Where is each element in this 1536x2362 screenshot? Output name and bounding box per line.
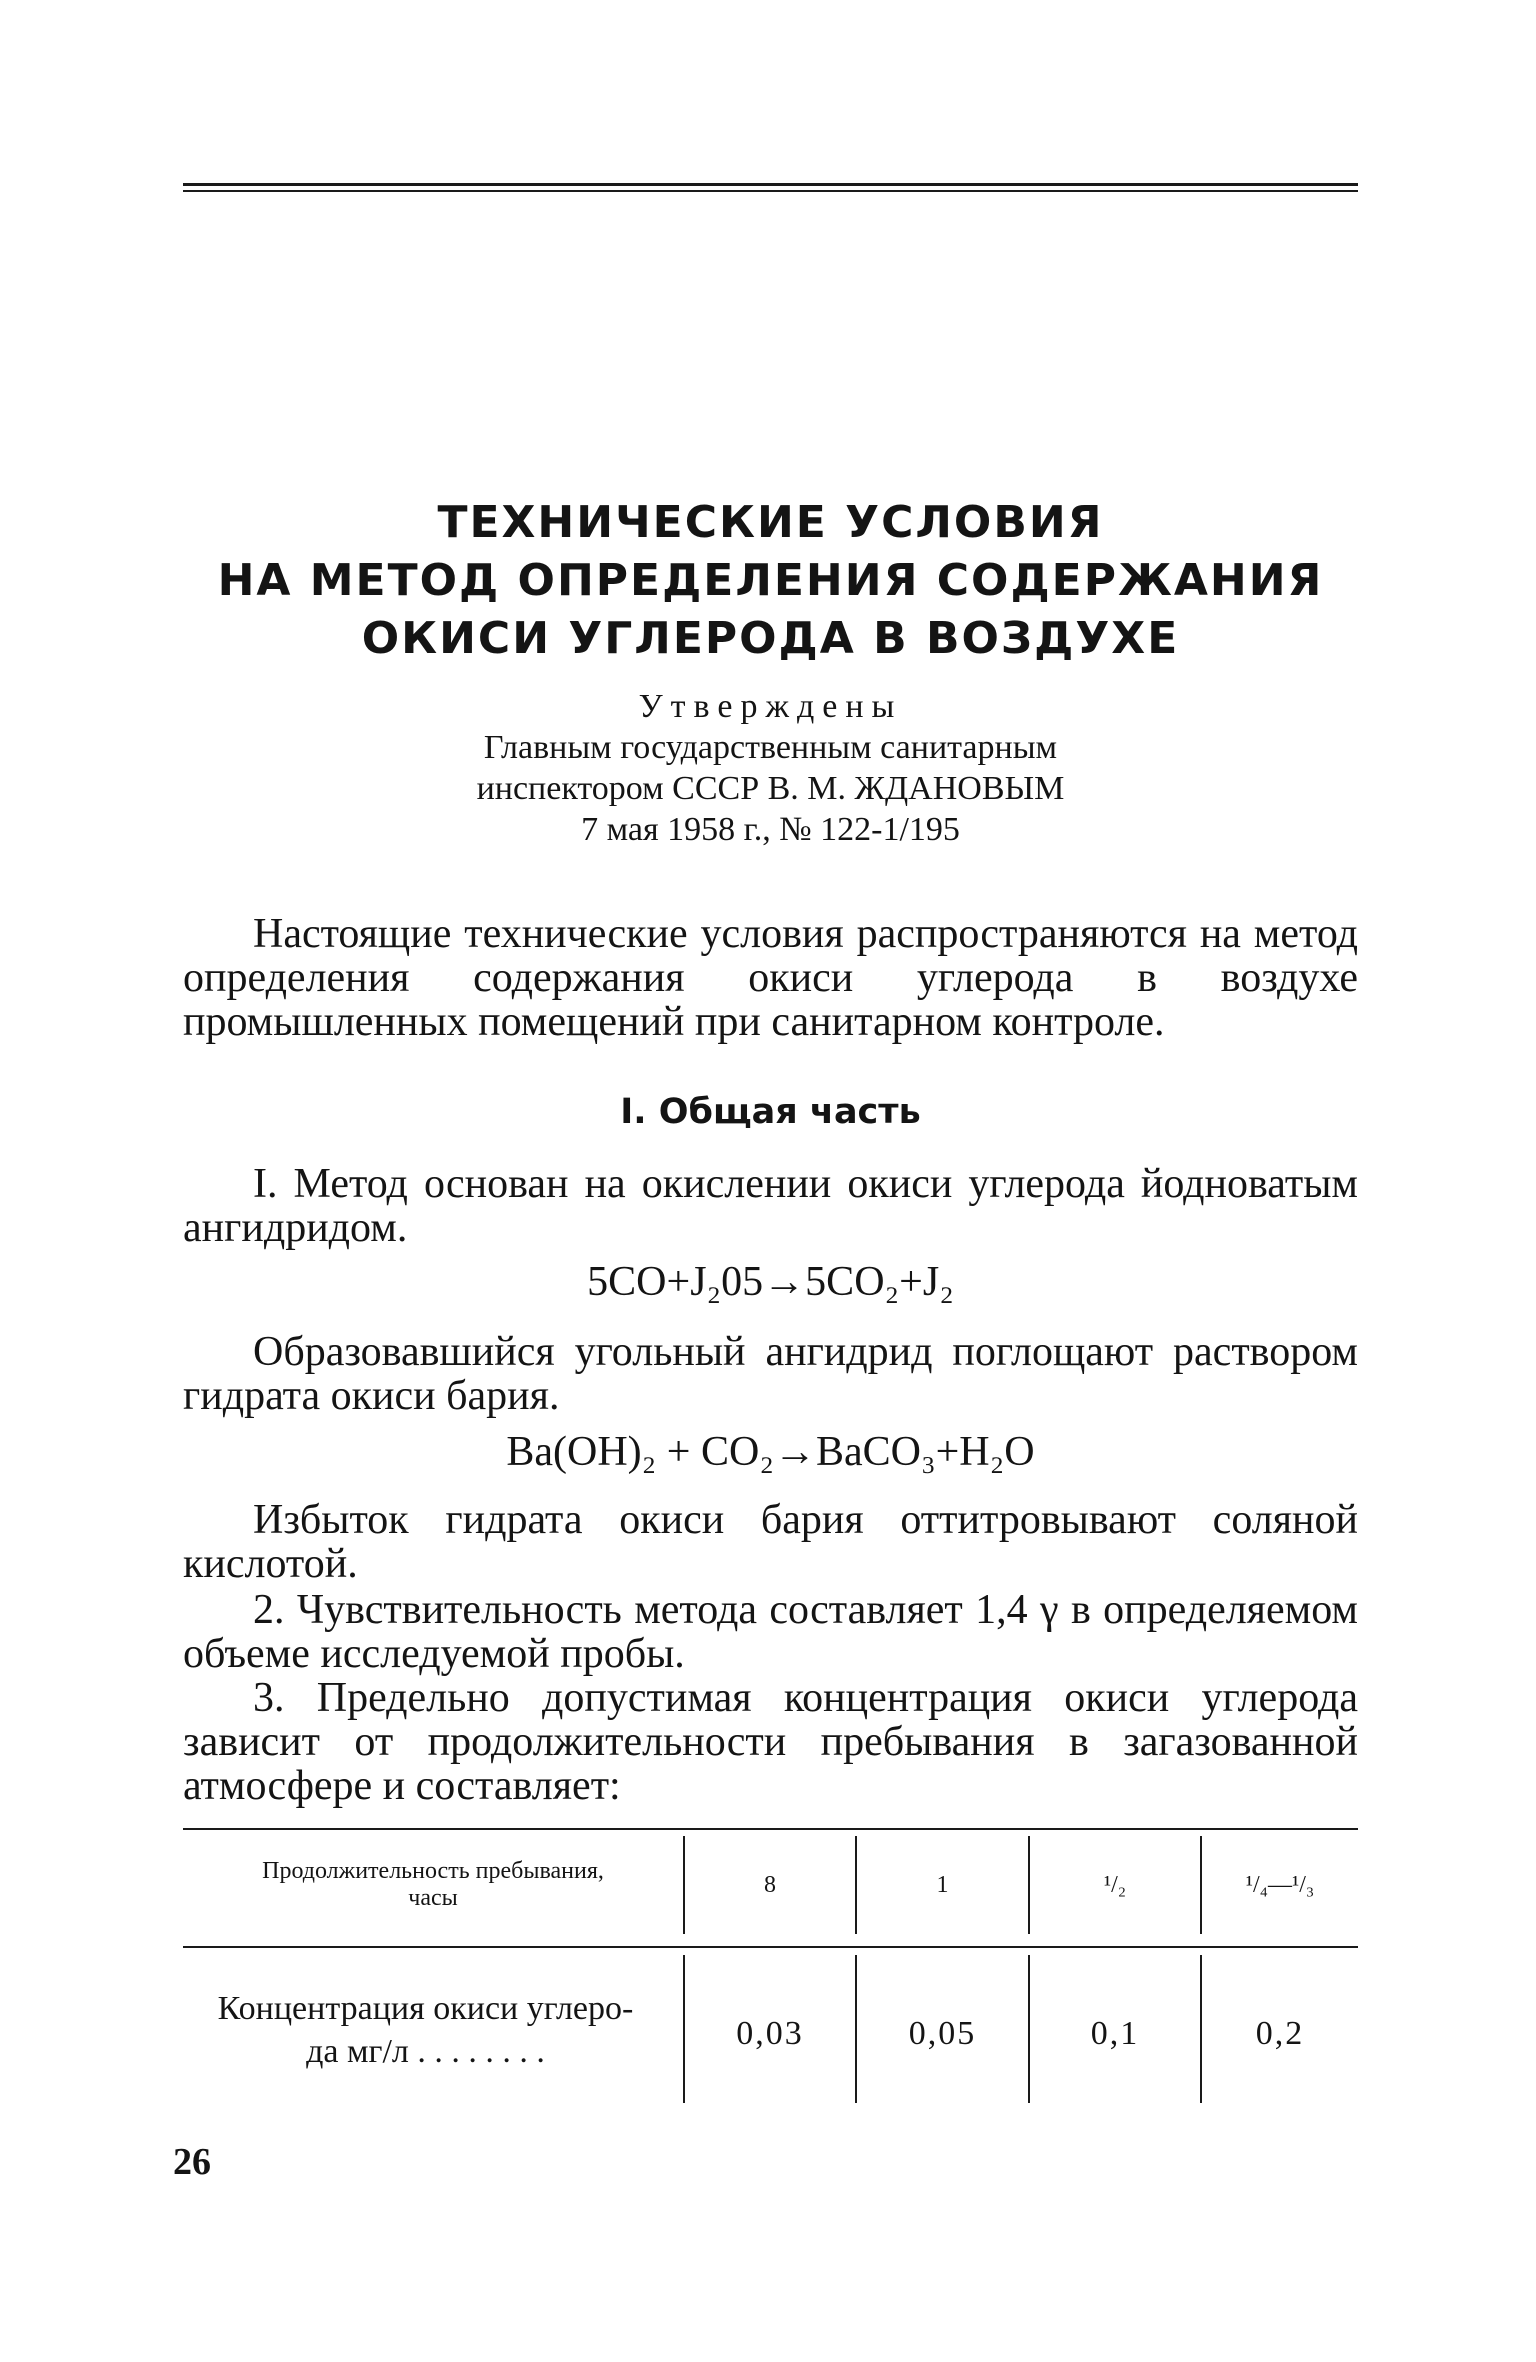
approval-line-4: 7 мая 1958 г., № 122-1/195: [581, 811, 960, 848]
item-2-paragraph: [183, 1588, 1358, 1676]
item-3-text: 3. Предельно допустимая концентрация окиси углерода зависит от продолжительности пребывания в загазованной атмосфере и составляет:: [183, 1675, 1358, 1809]
intro-text: Настоящие технические условия распространяются на метод определения содержания окиси углерода в воздухе промышленных помещений при санитарном контроле.: [183, 911, 1358, 1045]
row-label-line-1: Концентрация окиси углеро-: [217, 1990, 634, 2027]
formula-oxidation: 5CO+J₂05→5CO₂+J₂: [587, 1259, 954, 1305]
title-line-2: НА МЕТОД ОПРЕДЕЛЕНИЯ СОДЕРЖАНИЯ: [217, 555, 1324, 606]
absorption-paragraph: [183, 1330, 1358, 1418]
duration-cell: 8: [764, 1871, 776, 1898]
formula-barium: Ba(OH)₂ + CO₂→BaCO₃+H₂O: [506, 1429, 1035, 1475]
table-middle-rule: [183, 1946, 1358, 1948]
concentration-cell: 0,2: [1255, 2015, 1305, 2052]
approval-line-1: Утверждены: [638, 688, 903, 725]
item-1-paragraph: [183, 1162, 1358, 1250]
absorption-text: Образовавшийся угольный ангидрид поглощают раствором гидрата окиси бария.: [183, 1329, 1358, 1419]
document-title: [183, 494, 1358, 668]
duration-cell: 1: [936, 1871, 949, 1898]
item-2-text: 2. Чувствительность метода составляет 1,4 γ в определяемом объеме исследуемой пробы.: [183, 1587, 1358, 1677]
intro-paragraph: [183, 912, 1358, 1044]
item-1-text: I. Метод основан на окислении окиси углерода йодноватым ангидридом.: [183, 1161, 1358, 1251]
approval-line-3: инспектором СССР В. М. ЖДАНОВЫМ: [476, 770, 1065, 807]
table-header-label: [183, 1836, 683, 1934]
header-label-line-1: Продолжительность пребывания,: [262, 1858, 604, 1884]
titration-paragraph: [183, 1498, 1358, 1586]
top-rule: [183, 183, 1358, 186]
table-row-label: [183, 1970, 668, 2090]
row-label-line-2: да мг/л . . . . . . . .: [306, 2033, 545, 2070]
top-rule-thin: [183, 190, 1358, 192]
table-top-rule: [183, 1828, 1358, 1830]
titration-text: Избыток гидрата окиси бария оттитровывают соляной кислотой.: [183, 1497, 1358, 1587]
section-title: I. Общая часть: [620, 1092, 921, 1132]
concentration-cell: 0,05: [908, 2015, 977, 2052]
approval-line-2: Главным государственным санитарным: [483, 729, 1058, 766]
duration-cell: ¹/₄—¹/₃: [1245, 1871, 1315, 1898]
item-3-paragraph: [183, 1676, 1358, 1808]
concentration-cell: 0,1: [1090, 2015, 1140, 2052]
title-line-3: ОКИСИ УГЛЕРОДА В ВОЗДУХЕ: [361, 613, 1180, 664]
title-line-1: ТЕХНИЧЕСКИЕ УСЛОВИЯ: [437, 497, 1104, 548]
header-label-line-2: часы: [408, 1885, 458, 1911]
duration-cell: ¹/₂: [1103, 1871, 1127, 1898]
concentration-cell: 0,03: [736, 2015, 804, 2052]
page-number: 26: [173, 2141, 211, 2183]
approval-block: [183, 686, 1358, 850]
